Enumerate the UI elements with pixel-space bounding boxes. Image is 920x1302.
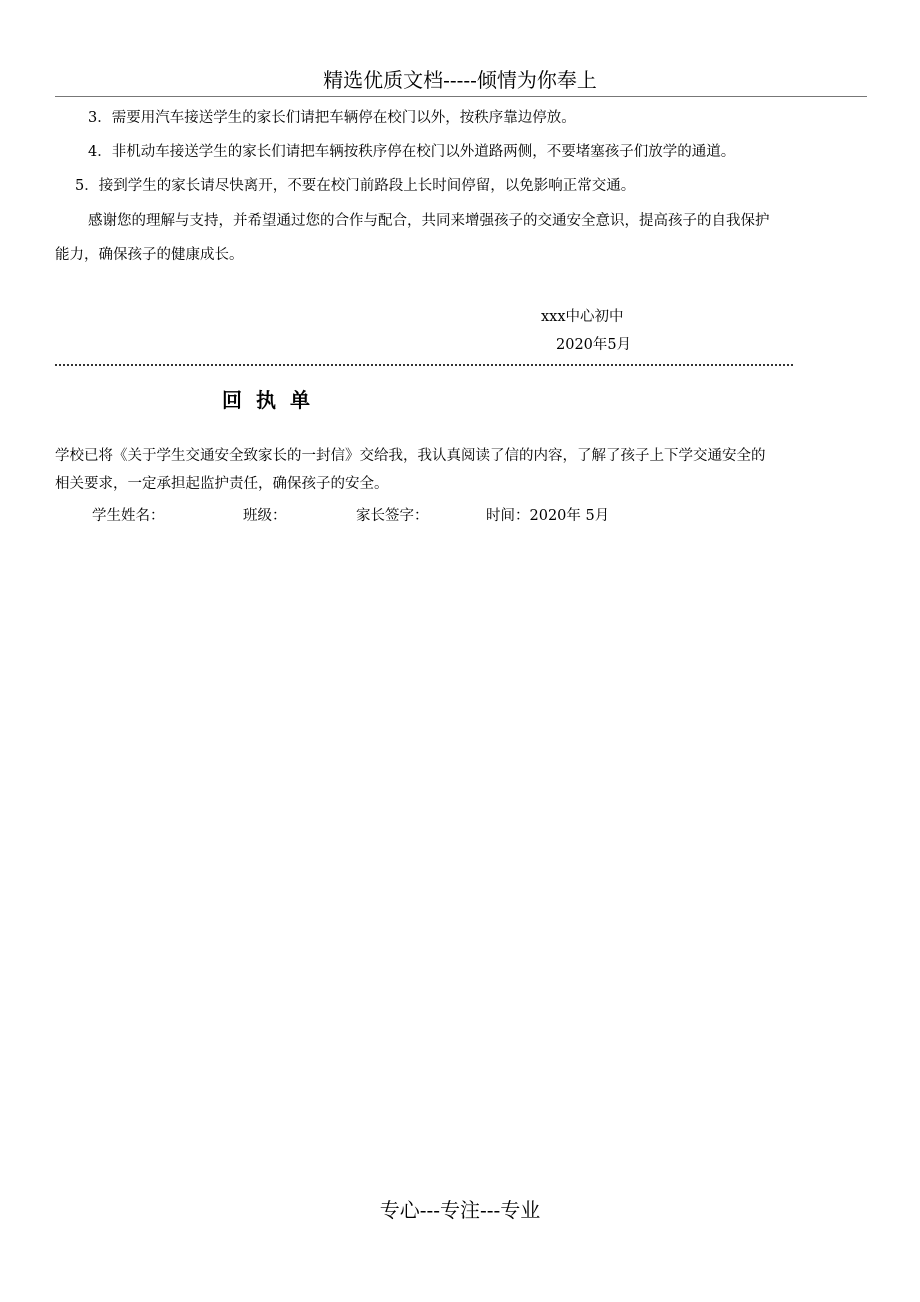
signature-date: 2020年5月 [556, 337, 632, 353]
cut-line-divider [55, 364, 793, 366]
header-divider [55, 96, 867, 97]
signature-school: xxx中心初中 [541, 309, 624, 325]
parent-signature-label: 家长签字： [356, 508, 429, 524]
receipt-body-line-1: 学校已将《关于学生交通安全致家长的一封信》交给我，我认真阅读了信的内容，了解了孩子上下学交通安全的 [55, 448, 766, 464]
receipt-body-line-2: 相关要求，一定承担起监护责任，确保孩子的安全。 [55, 476, 389, 492]
page-header-title: 精选优质文档-----倾情为你奉上 [323, 68, 597, 92]
page-footer-text: 专心---专注---专业 [379, 1198, 541, 1222]
closing-paragraph-line-2: 能力，确保孩子的健康成长。 [55, 247, 244, 263]
notice-item-5: 5．接到学生的家长请尽快离开，不要在校门前路段上长时间停留，以免影响正常交通。 [75, 178, 636, 194]
time-label: 时间：2020年 5月 [486, 508, 610, 524]
class-label: 班级： [243, 508, 287, 524]
notice-item-4: 4．非机动车接送学生的家长们请把车辆按秩序停在校门以外道路两侧，不要堵塞孩子们放学的通道。 [88, 144, 736, 160]
closing-paragraph-line-1: 感谢您的理解与支持，并希望通过您的合作与配合，共同来增强孩子的交通安全意识，提高孩子的自我保护 [88, 213, 770, 229]
student-name-label: 学生姓名： [92, 508, 165, 524]
receipt-title: 回执单 [222, 388, 324, 412]
notice-item-3: 3．需要用汽车接送学生的家长们请把车辆停在校门以外，按秩序靠边停放。 [88, 110, 576, 126]
